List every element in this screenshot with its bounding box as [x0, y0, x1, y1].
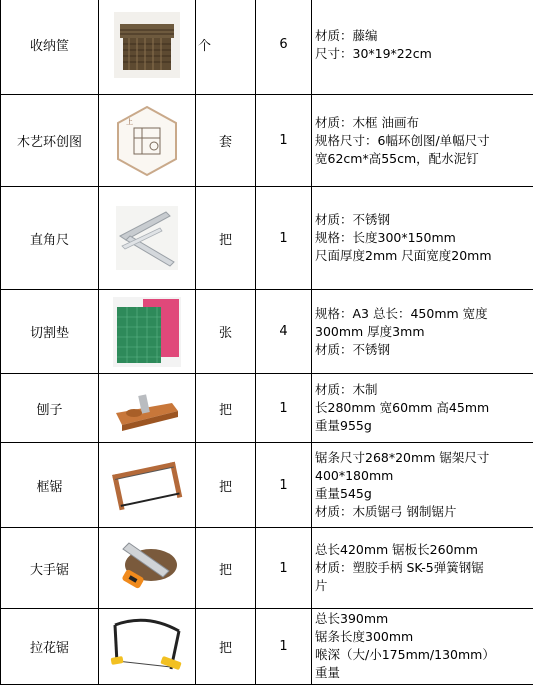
spec-line: 300mm 厚度3mm [315, 323, 533, 341]
item-quantity: 4 [256, 290, 312, 374]
item-unit: 套 [196, 95, 256, 187]
item-quantity: 1 [256, 609, 312, 685]
coping-saw-photo [109, 615, 185, 679]
table-row [1, 0, 533, 95]
table-row [1, 187, 533, 290]
spec-line: 规格尺寸：6幅环创图/单幅尺寸 [315, 132, 533, 150]
item-spec [312, 187, 533, 290]
item-name: 切割垫 [1, 290, 99, 374]
item-unit: 把 [196, 609, 256, 685]
table-row [1, 528, 533, 609]
cutting-mat-photo [113, 297, 181, 367]
spec-line: 总长390mm [315, 610, 533, 628]
item-quantity: 6 [256, 0, 312, 95]
spec-line: 锯条长度300mm [315, 628, 533, 646]
table-row [1, 95, 533, 187]
item-unit: 把 [196, 443, 256, 528]
spec-line: 片 [315, 577, 533, 595]
item-name: 刨子 [1, 374, 99, 443]
item-unit: 把 [196, 374, 256, 443]
spec-line: 材质：塑胶手柄 SK-5弹簧钢锯 [315, 559, 533, 577]
item-quantity: 1 [256, 187, 312, 290]
wood-plane-photo [112, 383, 182, 433]
item-name: 木艺环创图 [1, 95, 99, 187]
spec-line: 材质：不锈钢 [315, 341, 533, 359]
spec-line: 规格：长度300*150mm [315, 229, 533, 247]
spec-line: 材质：木框 油画布 [315, 114, 533, 132]
hand-saw-photo [115, 537, 179, 599]
item-name: 收纳筐 [1, 0, 99, 95]
item-spec [312, 290, 533, 374]
item-name: 大手锯 [1, 528, 99, 609]
spec-line: 重量955g [315, 417, 533, 435]
item-quantity: 1 [256, 95, 312, 187]
item-spec [312, 374, 533, 443]
item-quantity: 1 [256, 528, 312, 609]
item-spec [312, 443, 533, 528]
spec-line: 重量 [315, 664, 533, 682]
spec-line: 尺面厚度2mm 尺面宽度20mm [315, 247, 533, 265]
item-spec [312, 528, 533, 609]
spec-line: 尺寸：30*19*22cm [315, 45, 533, 63]
item-unit: 把 [196, 187, 256, 290]
spec-line: 400*180mm [315, 467, 533, 485]
spec-line: 锯条尺寸268*20mm 锯架尺寸 [315, 449, 533, 467]
item-unit: 张 [196, 290, 256, 374]
table-row [1, 374, 533, 443]
table-row [1, 290, 533, 374]
spec-line: 材质：藤编 [315, 27, 533, 45]
table-row [1, 609, 533, 685]
item-name: 拉花锯 [1, 609, 99, 685]
item-unit: 个 [196, 0, 256, 95]
svg-text:上: 上 [126, 117, 133, 126]
spec-line: 宽62cm*高55cm，配水泥钉 [315, 150, 533, 168]
frame-saw-photo [109, 452, 185, 518]
spec-line: 重量545g [315, 485, 533, 503]
spec-line: 总长420mm 锯板长260mm [315, 541, 533, 559]
item-name: 直角尺 [1, 187, 99, 290]
item-spec [312, 95, 533, 187]
spec-line: 材质：不锈钢 [315, 211, 533, 229]
item-unit: 把 [196, 528, 256, 609]
woven-basket-photo [114, 12, 180, 78]
spec-line: 材质：木质锯弓 钢制锯片 [315, 503, 533, 521]
item-quantity: 1 [256, 374, 312, 443]
spec-line: 规格：A3 总长：450mm 宽度 [315, 305, 533, 323]
item-spec [312, 0, 533, 95]
table-row [1, 443, 533, 528]
spec-line: 喉深（大/小175mm/130mm） [315, 646, 533, 664]
spec-line: 长280mm 宽60mm 高45mm [315, 399, 533, 417]
item-name: 框锯 [1, 443, 99, 528]
item-quantity: 1 [256, 443, 312, 528]
woodworking-illustration-photo [114, 104, 180, 178]
item-spec [312, 609, 533, 685]
spec-line: 材质：木制 [315, 381, 533, 399]
steel-square-ruler-photo [116, 206, 178, 270]
